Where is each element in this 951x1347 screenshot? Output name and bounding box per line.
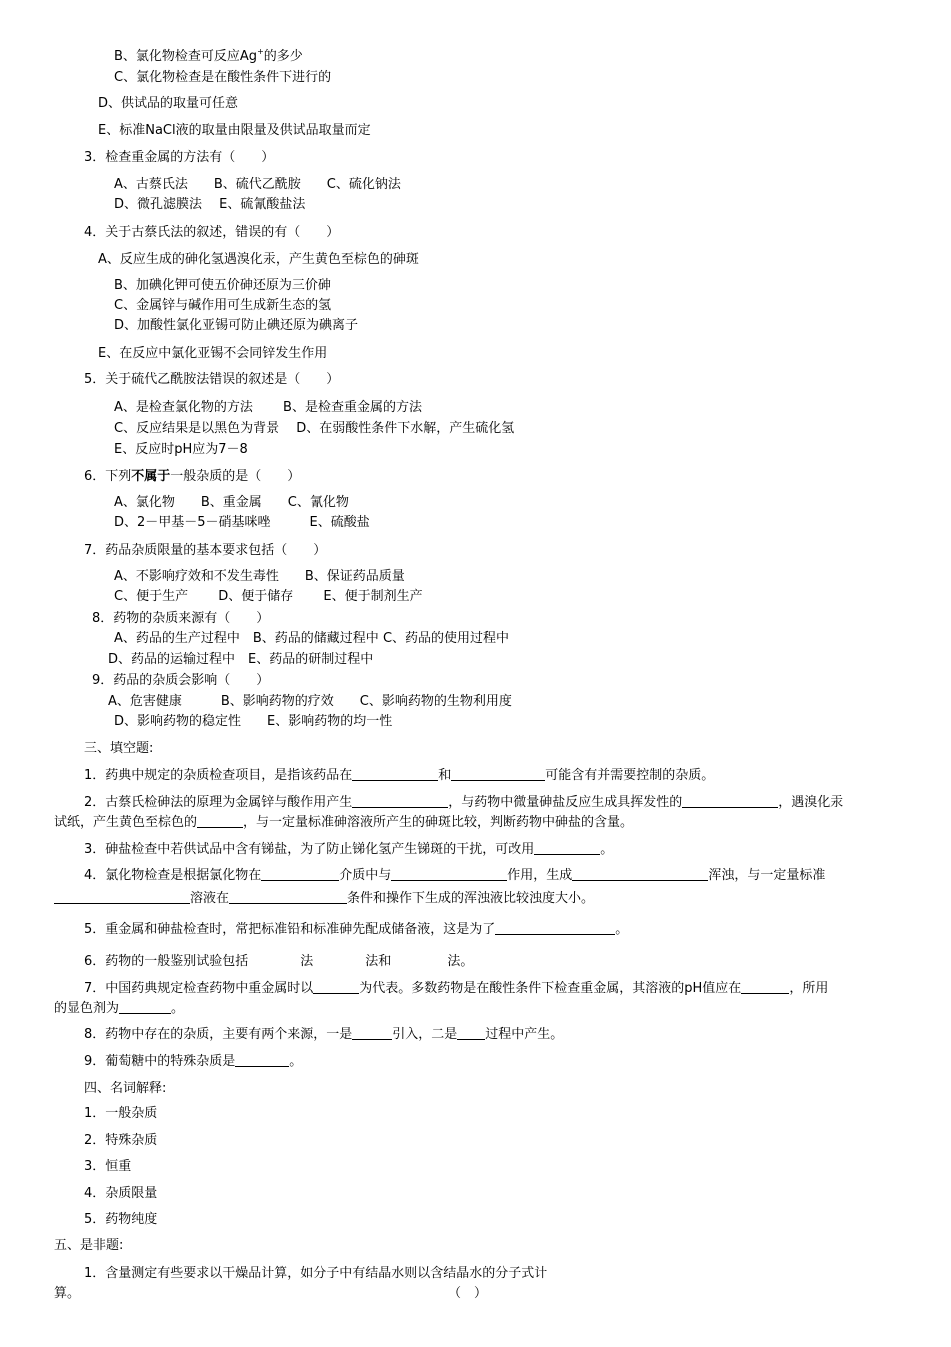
text-line [114, 419, 514, 439]
text-line [98, 94, 238, 114]
text-run: 条件和操作下生成的浑浊液比较浊度大小。 [347, 891, 595, 906]
fill-blank [119, 999, 171, 1014]
text-line [84, 766, 714, 786]
text-run: 8．药物的杂质来源有（ ） [92, 611, 270, 626]
text-line [92, 609, 269, 629]
text-run: B、氯化物检查可反应Ag [114, 49, 258, 64]
text-run: 。 [600, 842, 614, 857]
text-line [54, 889, 594, 909]
text-run: 3．恒重 [84, 1159, 132, 1174]
text-run: 2．特殊杂质 [84, 1133, 158, 1148]
text-run: 1．一般杂质 [84, 1106, 158, 1121]
fill-blank [572, 866, 708, 881]
text-run: D、药品的运输过程中 E、药品的研制过程中 [108, 652, 374, 667]
text-line [54, 999, 184, 1019]
text-line [84, 1210, 157, 1230]
fill-blank [534, 840, 600, 855]
text-line [114, 175, 401, 195]
text-line [114, 195, 305, 215]
text-run: 9．葡萄糖中的特殊杂质是 [84, 1054, 236, 1069]
text-line [84, 1025, 563, 1045]
fill-blank [261, 866, 339, 881]
text-line [114, 316, 358, 336]
text-run: 法 [300, 954, 314, 969]
text-run: 法和 [365, 954, 392, 969]
text-line [84, 467, 300, 487]
text-line [84, 979, 828, 999]
fill-blank [391, 866, 507, 881]
text-line [84, 793, 843, 813]
text-run: 作用，生成 [507, 868, 573, 883]
text-line [84, 1131, 157, 1151]
superscript: + [257, 47, 264, 56]
text-run: 4．关于古蔡氏法的叙述，错误的有（ ） [84, 225, 340, 240]
bold-text: 不属于 [131, 469, 171, 484]
text-run: A、古蔡氏法 B、硫代乙酰胺 C、硫化钠法 [114, 177, 401, 192]
fill-blank [197, 813, 243, 828]
text-run: C、反应结果是以黑色为背景 D、在弱酸性条件下水解，产生硫化氢 [114, 421, 515, 436]
text-run: ，所用 [789, 981, 829, 996]
text-run: 过程中产生。 [485, 1027, 564, 1042]
text-run: 引入，二是 [392, 1027, 458, 1042]
text-line [108, 650, 373, 670]
text-line [114, 276, 331, 296]
text-line [84, 920, 628, 940]
text-run: 4．杂质限量 [84, 1186, 158, 1201]
text-run: 1．含量测定有些要求以干燥品计算，如分子中有结晶水则以含结晶水的分子式计 [84, 1266, 548, 1281]
text-line [84, 866, 825, 886]
fill-blank [229, 889, 347, 904]
text-run: 五、是非题: [54, 1238, 124, 1253]
text-run: 5．重金属和砷盐检查时，常把标准铅和标准砷先配成储备液，这是为了 [84, 922, 496, 937]
text-run: E、在反应中氯化亚锡不会同锌发生作用 [98, 346, 328, 361]
text-line [54, 1284, 487, 1304]
fill-blank [54, 889, 190, 904]
text-run: A、是检查氯化物的方法 B、是检查重金属的方法 [114, 400, 422, 415]
text-run: 法。 [447, 954, 474, 969]
text-line [114, 513, 370, 533]
text-line [114, 398, 422, 418]
fill-blank [451, 766, 545, 781]
text-run: 的显色剂为 [54, 1001, 120, 1016]
text-line [114, 47, 303, 67]
text-line [84, 739, 153, 759]
text-run: C、氯化物检查是在酸性条件下进行的 [114, 70, 332, 85]
text-run: A、氯化物 B、重金属 C、氰化物 [114, 495, 349, 510]
text-run: B、加碘化钾可使五价砷还原为三价砷 [114, 278, 331, 293]
text-run: 4．氯化物检查是根据氯化物在 [84, 868, 262, 883]
text-run: ，遇溴化汞 [778, 795, 844, 810]
text-line [114, 712, 392, 732]
text-line [84, 1052, 302, 1072]
text-run: 3．砷盐检查中若供试品中含有锑盐，为了防止锑化氢产生锑斑的干扰，可改用 [84, 842, 535, 857]
text-run: 试纸，产生黄色至棕色的 [54, 815, 198, 830]
text-line [98, 344, 327, 364]
text-run: 为代表。多数药物是在酸性条件下检查重金属，其溶液的pH值应在 [359, 981, 742, 996]
text-line [84, 1079, 166, 1099]
text-line [114, 440, 248, 460]
text-run: D、微孔滤膜法 E、硫氰酸盐法 [114, 197, 306, 212]
text-run: C、便于生产 D、便于储存 E、便于制剂生产 [114, 589, 423, 604]
fill-blank [235, 1052, 289, 1067]
fill-blank [682, 793, 778, 808]
text-run: 9．药品的杂质会影响（ ） [92, 673, 270, 688]
fill-blank [313, 979, 359, 994]
text-run: 的多少 [263, 49, 303, 64]
text-run: D、影响药物的稳定性 E、影响药物的均一性 [114, 714, 393, 729]
text-line [114, 68, 331, 88]
text-run: 6．下列 [84, 469, 132, 484]
text-run: 。 [171, 1001, 185, 1016]
text-run: 7．中国药典规定检查药物中重金属时以 [84, 981, 314, 996]
text-run: （ ） [448, 1286, 488, 1301]
text-run: 四、名词解释: [84, 1081, 167, 1096]
text-line [84, 840, 613, 860]
text-run: 算。 [54, 1286, 81, 1301]
text-line [108, 692, 512, 712]
text-line [84, 952, 473, 972]
text-run: 7．药品杂质限量的基本要求包括（ ） [84, 543, 327, 558]
text-line [54, 1236, 123, 1256]
text-run: 三、填空题: [84, 741, 154, 756]
text-run: 可能含有并需要控制的杂质。 [545, 768, 715, 783]
text-line [84, 1264, 547, 1284]
fill-blank [741, 979, 789, 994]
fill-blank [495, 920, 615, 935]
fill-blank [457, 1025, 485, 1040]
text-run: 3．检查重金属的方法有（ ） [84, 150, 275, 165]
text-run: D、2－甲基－5－硝基咪唑 E、硫酸盐 [114, 515, 370, 530]
text-run: 。 [615, 922, 629, 937]
fill-blank [352, 766, 438, 781]
text-run: A、不影响疗效和不发生毒性 B、保证药品质量 [114, 569, 405, 584]
text-line [84, 370, 339, 390]
text-line [84, 1184, 157, 1204]
text-run: 5．药物纯度 [84, 1212, 158, 1227]
text-run: A、危害健康 B、影响药物的疗效 C、影响药物的生物利用度 [108, 694, 512, 709]
text-line [84, 148, 274, 168]
text-run: D、供试品的取量可任意 [98, 96, 239, 111]
fill-blank [352, 1025, 392, 1040]
text-line [114, 587, 423, 607]
text-line [114, 296, 331, 316]
text-run: A、药品的生产过程中 B、药品的储藏过程中 C、药品的使用过程中 [114, 631, 510, 646]
text-line [114, 629, 509, 649]
text-line [114, 567, 405, 587]
text-line [98, 121, 371, 141]
text-run: 8．药物中存在的杂质，主要有两个来源，一是 [84, 1027, 353, 1042]
text-line [92, 671, 269, 691]
text-run: 一般杂质的是（ ） [170, 469, 301, 484]
text-run: A、反应生成的砷化氢遇溴化汞，产生黄色至棕色的砷斑 [98, 252, 419, 267]
text-line [84, 223, 339, 243]
text-run: 。 [289, 1054, 303, 1069]
text-run: C、金属锌与碱作用可生成新生态的氢 [114, 298, 332, 313]
text-run: 和 [438, 768, 452, 783]
text-line [84, 1157, 131, 1177]
text-run: 2．古蔡氏检砷法的原理为金属锌与酸作用产生 [84, 795, 353, 810]
text-run: 浑浊，与一定量标准 [708, 868, 826, 883]
text-run: ，与一定量标准砷溶液所产生的砷斑比较，判断药物中砷盐的含量。 [243, 815, 634, 830]
text-run: 6．药物的一般鉴别试验包括 [84, 954, 249, 969]
text-line [84, 541, 326, 561]
text-line [84, 1104, 157, 1124]
text-line [114, 493, 349, 513]
text-run: 介质中与 [339, 868, 392, 883]
text-line [98, 250, 419, 270]
text-run: D、加酸性氯化亚锡可防止碘还原为碘离子 [114, 318, 359, 333]
text-run: ，与药物中微量砷盐反应生成具挥发性的 [448, 795, 683, 810]
text-run: 5．关于硫代乙酰胺法错误的叙述是（ ） [84, 372, 340, 387]
text-run: 溶液在 [190, 891, 230, 906]
fill-blank [352, 793, 448, 808]
text-line [54, 813, 633, 833]
text-run: E、标准NaCl液的取量由限量及供试品取量而定 [98, 123, 371, 138]
text-run: 1．药典中规定的杂质检查项目，是指该药品在 [84, 768, 353, 783]
text-run: E、反应时pH应为7－8 [114, 442, 248, 457]
